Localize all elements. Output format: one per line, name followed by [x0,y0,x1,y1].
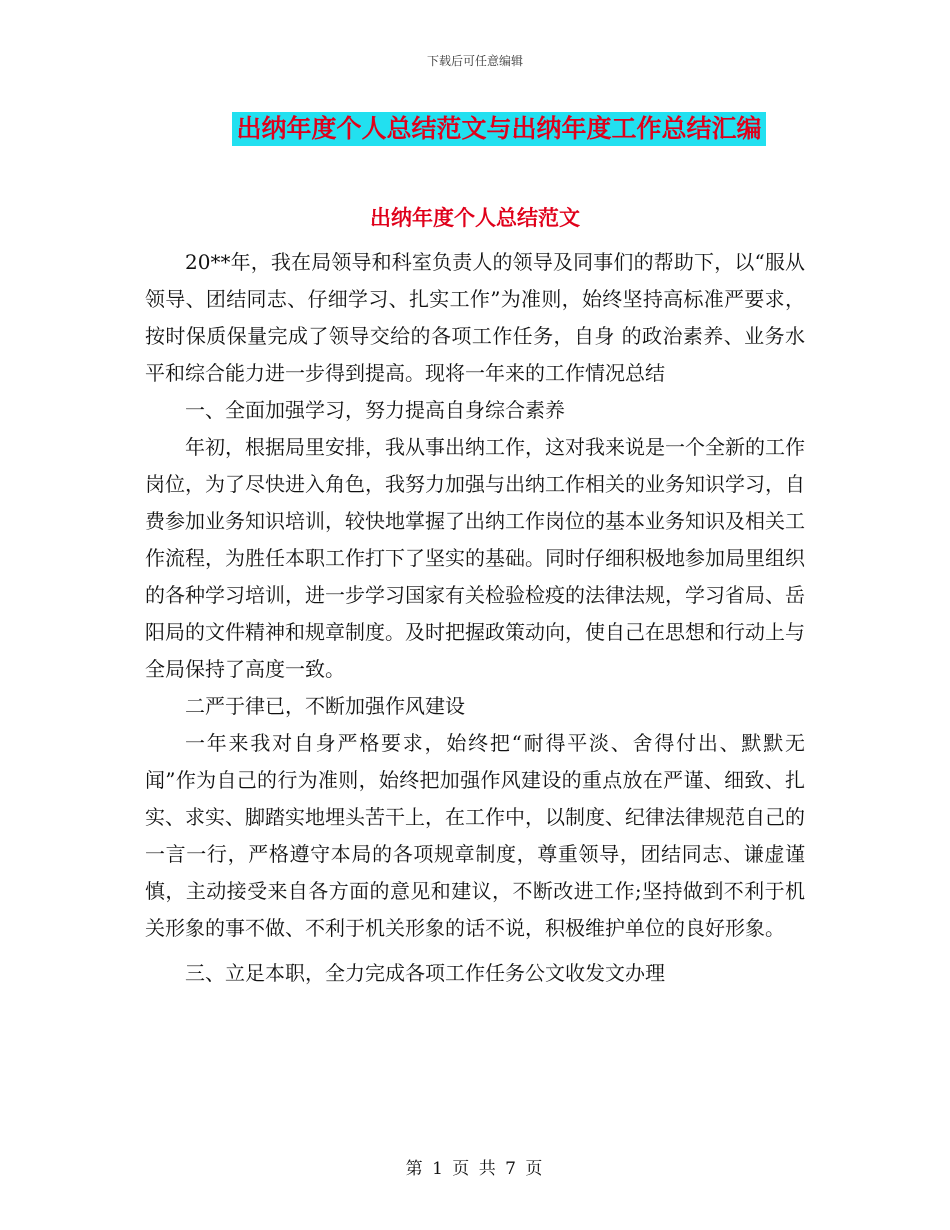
header-note: 下载后可任意编辑 [426,54,523,68]
heading-section-2: 二严于律已，不断加强作风建设 [185,694,465,718]
section-title: 出纳年度个人总结范文 [370,206,580,230]
heading-section-3: 三、立足本职，全力完成各项工作任务公文收发文办理 [185,961,665,985]
heading-section-1: 一、全面加强学习，努力提高自身综合素养 [185,398,565,422]
paragraph-intro: 20**年，我在局领导和科室负责人的领导及同事们的帮助下，以“服从领导、团结同志、仔细学习、扎实工作”为准则，始终坚持高标准严要求，按时保质保量完成了领导交给的各项工作任务，自身 的政治素养、业务水平和综合能力进一步得到提高。现将一年来的工作情况总结 [145,250,805,385]
document-body [145,244,805,992]
page-footer: 第 1 页 共 7 页 [405,1159,545,1179]
paragraph-section-2: 一年来我对自身严格要求，始终把“耐得平淡、舍得付出、默默无闻”作为自己的行为准则，始终把加强作风建设的重点放在严谨、细致、扎实、求实、脚踏实地埋头苦干上，在工作中，以制度、纪律法律规范自己的一言一行，严格遵守本局的各项规章制度，尊重领导，团结同志、谦虚谨慎，主动接受来自各方面的意见和建议，不断改进工作;坚持做到不利于机关形象的事不做、不利于机关形象的话不说，积极维护单位的良好形象。 [145,731,805,940]
main-title-wrap [0,112,950,146]
paragraph-section-1: 年初，根据局里安排，我从事出纳工作，这对我来说是一个全新的工作岗位，为了尽快进入角色，我努力加强与出纳工作相关的业务知识学习，自费参加业务知识培训，较快地掌握了出纳工作岗位的基本业务知识及相关工作流程，为胜任本职工作打下了坚实的基础。同时仔细积极地参加局里组织的各种学习培训，进一步学习国家有关检验检疫的法律法规，学习省局、岳阳局的文件精神和规章制度。及时把握政策动向，使自己在思想和行动上与全局保持了高度一致。 [145,435,805,681]
main-title: 出纳年度个人总结范文与出纳年度工作总结汇编 [232,112,765,146]
